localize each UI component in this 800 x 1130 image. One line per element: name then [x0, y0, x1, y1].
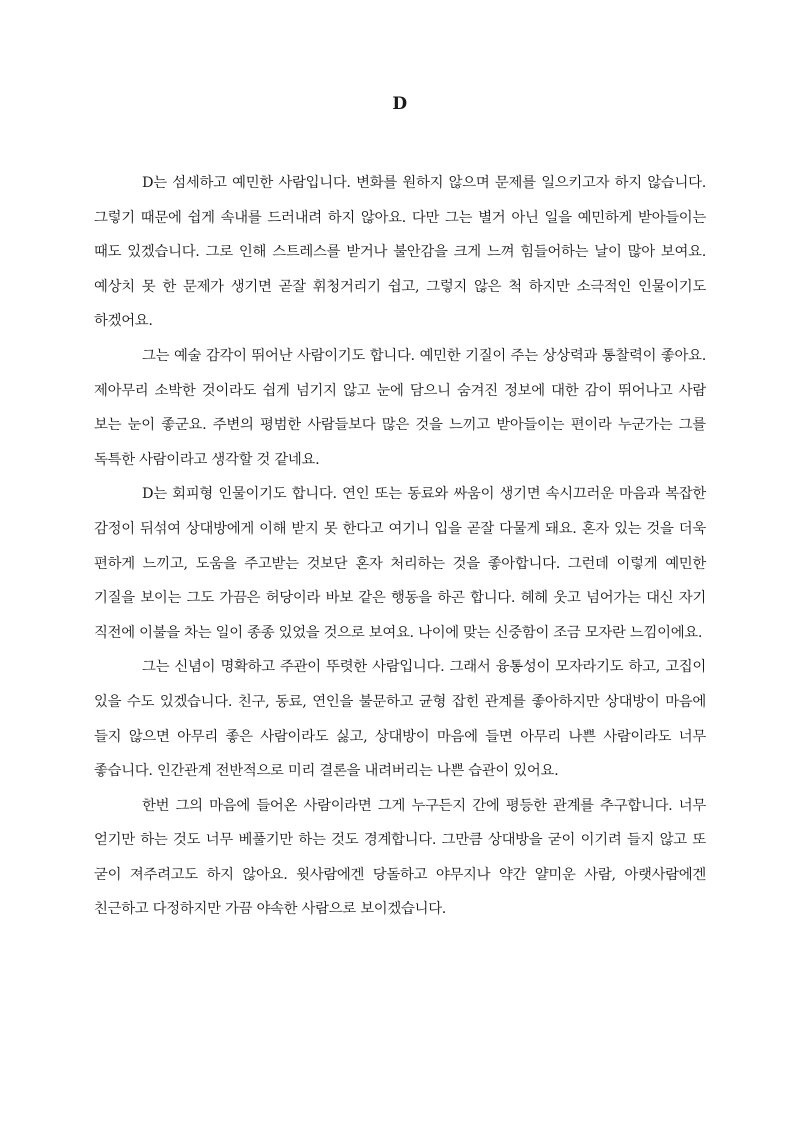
- page-title: D: [392, 94, 408, 114]
- paragraph-4: 그는 신념이 명확하고 주관이 뚜렷한 사람입니다. 그래서 융통성이 모자라기도 하고, 고집이 있을 수도 있겠습니다. 친구, 동료, 연인을 불문하고 균형 잡힌 관계를 좋아하지만 상대방이 마음에 들지 않으면 아무리 좋은 사람이라도 싫고, 상대방이 마음에 들면 아무리 나쁜 사람이라도 너무 좋습니다. 인간관계 전반적으로 미리 결론을 내려버리는 나쁜 습관이 있어요.: [94, 659, 706, 780]
- paragraph-1: D는 섬세하고 예민한 사람입니다. 변화를 원하지 않으며 문제를 일으키고자 하지 않습니다. 그렇기 때문에 쉽게 속내를 드러내려 하지 않아요. 다만 그는 별거 아닌 일을 예민하게 받아들이는 때도 있겠습니다. 그로 인해 스트레스를 받거나 불안감을 크게 느껴 힘들어하는 날이 많아 보여요. 예상치 못 한 문제가 생기면 곧잘 휘청거리기 쉽고, 그렇지 않은 척 하지만 소극적인 인물이기도 하겠어요.: [94, 175, 706, 330]
- body-text: [94, 166, 706, 927]
- paragraph-2: 그는 예술 감각이 뛰어난 사람이기도 합니다. 예민한 기질이 주는 상상력과 통찰력이 좋아요. 제아무리 소박한 것이라도 쉽게 넘기지 않고 눈에 담으니 숨겨진 정보에 대한 감이 뛰어나고 사람 보는 눈이 좋군요. 주변의 평범한 사람들보다 많은 것을 느끼고 받아들이는 편이라 누군가는 그를 독특한 사람이라고 생각할 것 같네요.: [94, 347, 706, 468]
- paragraph-3: D는 회피형 인물이기도 합니다. 연인 또는 동료와 싸움이 생기면 속시끄러운 마음과 복잡한 감정이 뒤섞여 상대방에게 이해 받지 못 한다고 여기니 입을 곧잘 다물게 돼요. 혼자 있는 것을 더욱 편하게 느끼고, 도움을 주고받는 것보단 혼자 처리하는 것을 좋아합니다. 그런데 이렇게 예민한 기질을 보이는 그도 가끔은 허당이라 바보 같은 행동을 하곤 합니다. 헤헤 웃고 넘어가는 대신 자기 직전에 이불을 차는 일이 종종 있었을 것으로 보여요. 나이에 맞는 신중함이 조금 모자란 느낌이에요.: [94, 486, 706, 641]
- paragraph-5: 한번 그의 마음에 들어온 사람이라면 그게 누구든지 간에 평등한 관계를 추구합니다. 너무 얻기만 하는 것도 너무 베풀기만 하는 것도 경계합니다. 그만큼 상대방을 굳이 이기려 들지 않고 또 굳이 져주려고도 하지 않아요. 윗사람에겐 당돌하고 야무지나 약간 얄미운 사람, 아랫사람에겐 친근하고 다정하지만 가끔 야속한 사람으로 보이겠습니다.: [94, 797, 706, 918]
